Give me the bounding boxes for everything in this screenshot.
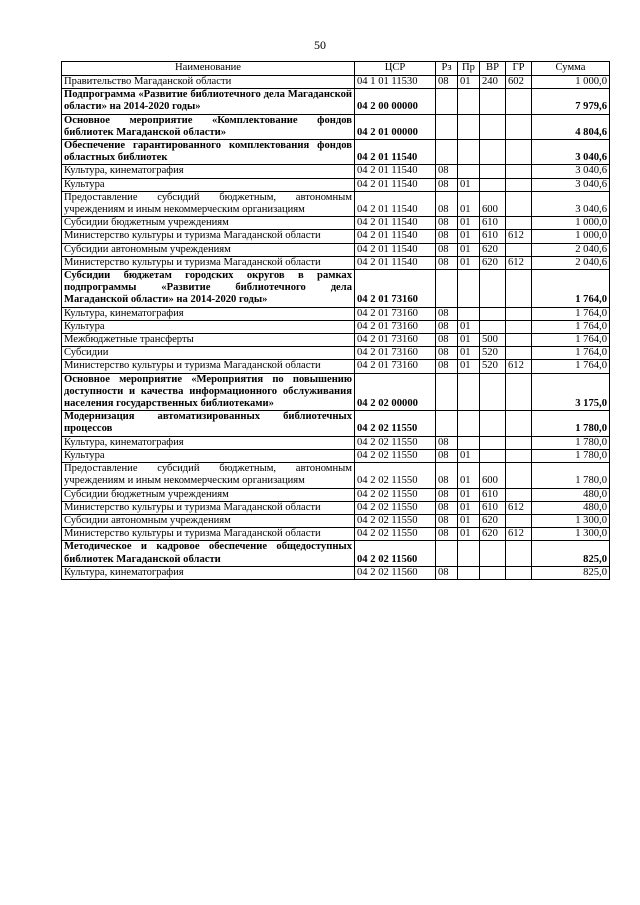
cell-sum: 1 300,0 — [532, 528, 610, 541]
cell-name: Культура, кинематография — [62, 566, 355, 579]
header-gr: ГР — [506, 62, 532, 76]
cell-pr — [458, 165, 480, 178]
cell-rz: 08 — [436, 191, 458, 216]
cell-sum: 1 780,0 — [532, 463, 610, 488]
table-row — [62, 165, 610, 178]
cell-gr — [506, 347, 532, 360]
cell-name: Министерство культуры и туризма Магаданской области — [62, 528, 355, 541]
cell-pr: 01 — [458, 230, 480, 243]
cell-pr: 01 — [458, 256, 480, 269]
cell-gr — [506, 541, 532, 566]
cell-csr: 04 2 02 11560 — [355, 541, 436, 566]
cell-rz — [436, 373, 458, 411]
table-row — [62, 307, 610, 320]
cell-gr: 612 — [506, 501, 532, 514]
table-row — [62, 230, 610, 243]
cell-sum: 3 175,0 — [532, 373, 610, 411]
cell-sum: 3 040,6 — [532, 178, 610, 191]
cell-vr — [480, 165, 506, 178]
cell-gr — [506, 566, 532, 579]
cell-pr — [458, 373, 480, 411]
cell-gr — [506, 411, 532, 436]
cell-csr: 04 2 01 11540 — [355, 243, 436, 256]
cell-pr — [458, 140, 480, 165]
cell-gr — [506, 178, 532, 191]
header-rz: Рз — [436, 62, 458, 76]
cell-vr — [480, 270, 506, 308]
cell-pr: 01 — [458, 243, 480, 256]
table-row — [62, 488, 610, 501]
cell-csr: 04 2 02 11560 — [355, 566, 436, 579]
cell-name: Субсидии автономным учреждениям — [62, 514, 355, 527]
cell-pr: 01 — [458, 488, 480, 501]
cell-rz: 08 — [436, 449, 458, 462]
cell-sum: 1 764,0 — [532, 334, 610, 347]
cell-gr: 612 — [506, 360, 532, 373]
cell-pr — [458, 411, 480, 436]
cell-csr: 04 2 01 73160 — [355, 320, 436, 333]
cell-vr — [480, 114, 506, 139]
cell-rz — [436, 114, 458, 139]
table-row — [62, 76, 610, 89]
cell-sum: 7 979,6 — [532, 89, 610, 114]
cell-vr: 620 — [480, 514, 506, 527]
cell-name: Правительство Магаданской области — [62, 76, 355, 89]
cell-pr: 01 — [458, 449, 480, 462]
cell-rz: 08 — [436, 217, 458, 230]
cell-pr: 01 — [458, 528, 480, 541]
cell-pr: 01 — [458, 347, 480, 360]
cell-csr: 04 2 02 11550 — [355, 501, 436, 514]
table-row — [62, 463, 610, 488]
cell-gr — [506, 243, 532, 256]
cell-gr: 602 — [506, 76, 532, 89]
cell-sum: 1 780,0 — [532, 449, 610, 462]
cell-sum: 480,0 — [532, 501, 610, 514]
cell-csr: 04 2 02 11550 — [355, 411, 436, 436]
cell-csr: 04 2 02 00000 — [355, 373, 436, 411]
cell-name: Министерство культуры и туризма Магаданской области — [62, 230, 355, 243]
cell-vr — [480, 449, 506, 462]
cell-rz: 08 — [436, 178, 458, 191]
cell-vr: 610 — [480, 217, 506, 230]
cell-vr: 620 — [480, 256, 506, 269]
cell-name: Министерство культуры и туризма Магаданской области — [62, 360, 355, 373]
cell-csr: 04 2 01 11540 — [355, 256, 436, 269]
cell-pr — [458, 566, 480, 579]
cell-vr — [480, 411, 506, 436]
cell-rz: 08 — [436, 514, 458, 527]
cell-vr: 600 — [480, 191, 506, 216]
cell-rz: 08 — [436, 528, 458, 541]
cell-pr: 01 — [458, 463, 480, 488]
cell-name: Предоставление субсидий бюджетным, автономным учреждениям и иным некоммерческим организациям — [62, 191, 355, 216]
cell-csr: 04 2 01 11540 — [355, 165, 436, 178]
table-row — [62, 217, 610, 230]
cell-gr — [506, 89, 532, 114]
table-row — [62, 449, 610, 462]
cell-csr: 04 2 02 11550 — [355, 488, 436, 501]
cell-rz — [436, 140, 458, 165]
cell-gr — [506, 140, 532, 165]
cell-vr — [480, 178, 506, 191]
cell-name: Культура, кинематография — [62, 436, 355, 449]
table-row — [62, 411, 610, 436]
cell-pr: 01 — [458, 501, 480, 514]
cell-vr: 620 — [480, 243, 506, 256]
cell-rz: 08 — [436, 76, 458, 89]
cell-rz: 08 — [436, 360, 458, 373]
cell-csr: 04 2 01 73160 — [355, 347, 436, 360]
cell-gr — [506, 373, 532, 411]
cell-csr: 04 2 01 00000 — [355, 114, 436, 139]
cell-gr: 612 — [506, 256, 532, 269]
cell-pr — [458, 541, 480, 566]
cell-gr — [506, 191, 532, 216]
cell-vr: 500 — [480, 334, 506, 347]
cell-rz: 08 — [436, 463, 458, 488]
cell-name: Субсидии бюджетным учреждениям — [62, 217, 355, 230]
cell-rz: 08 — [436, 347, 458, 360]
cell-pr: 01 — [458, 76, 480, 89]
cell-gr — [506, 449, 532, 462]
cell-vr: 610 — [480, 230, 506, 243]
cell-rz — [436, 270, 458, 308]
cell-csr: 04 2 01 11540 — [355, 217, 436, 230]
header-csr: ЦСР — [355, 62, 436, 76]
cell-gr — [506, 217, 532, 230]
cell-pr — [458, 436, 480, 449]
header-pr: Пр — [458, 62, 480, 76]
cell-gr — [506, 307, 532, 320]
cell-sum: 1 000,0 — [532, 230, 610, 243]
cell-rz: 08 — [436, 307, 458, 320]
cell-sum: 3 040,6 — [532, 191, 610, 216]
table-header-row — [62, 62, 610, 76]
cell-name: Субсидии бюджетным учреждениям — [62, 488, 355, 501]
cell-rz: 08 — [436, 436, 458, 449]
cell-rz: 08 — [436, 334, 458, 347]
cell-vr — [480, 436, 506, 449]
cell-sum: 1 764,0 — [532, 347, 610, 360]
table-row — [62, 566, 610, 579]
cell-gr: 612 — [506, 230, 532, 243]
cell-csr: 04 1 01 11530 — [355, 76, 436, 89]
cell-sum: 1 764,0 — [532, 307, 610, 320]
table-row — [62, 140, 610, 165]
cell-name: Культура, кинематография — [62, 165, 355, 178]
cell-csr: 04 2 01 11540 — [355, 178, 436, 191]
table-row — [62, 373, 610, 411]
cell-name: Подпрограмма «Развитие библиотечного дела Магаданской области» на 2014-2020 годы» — [62, 89, 355, 114]
cell-name: Культура, кинематография — [62, 307, 355, 320]
cell-vr: 610 — [480, 501, 506, 514]
cell-sum: 1 764,0 — [532, 320, 610, 333]
cell-pr: 01 — [458, 360, 480, 373]
cell-csr: 04 2 01 73160 — [355, 270, 436, 308]
table-row — [62, 256, 610, 269]
table-row — [62, 178, 610, 191]
cell-sum: 1 764,0 — [532, 270, 610, 308]
cell-gr — [506, 320, 532, 333]
cell-vr: 620 — [480, 528, 506, 541]
cell-rz: 08 — [436, 320, 458, 333]
cell-rz: 08 — [436, 488, 458, 501]
table-row — [62, 514, 610, 527]
cell-name: Предоставление субсидий бюджетным, автономным учреждениям и иным некоммерческим организациям — [62, 463, 355, 488]
table-row — [62, 541, 610, 566]
cell-gr — [506, 114, 532, 139]
cell-pr — [458, 307, 480, 320]
cell-rz — [436, 541, 458, 566]
cell-name: Субсидии автономным учреждениям — [62, 243, 355, 256]
cell-name: Модернизация автоматизированных библиотечных процессов — [62, 411, 355, 436]
cell-vr: 240 — [480, 76, 506, 89]
table-row — [62, 360, 610, 373]
cell-vr: 520 — [480, 360, 506, 373]
table-row — [62, 528, 610, 541]
header-sum: Сумма — [532, 62, 610, 76]
cell-name: Субсидии — [62, 347, 355, 360]
cell-csr: 04 2 01 73160 — [355, 307, 436, 320]
cell-csr: 04 2 02 11550 — [355, 514, 436, 527]
cell-gr: 612 — [506, 528, 532, 541]
cell-sum: 2 040,6 — [532, 256, 610, 269]
cell-vr — [480, 140, 506, 165]
cell-vr — [480, 566, 506, 579]
cell-sum: 480,0 — [532, 488, 610, 501]
cell-sum: 2 040,6 — [532, 243, 610, 256]
cell-sum: 4 804,6 — [532, 114, 610, 139]
cell-vr — [480, 89, 506, 114]
cell-rz: 08 — [436, 243, 458, 256]
cell-pr — [458, 270, 480, 308]
cell-pr: 01 — [458, 191, 480, 216]
cell-sum: 1 000,0 — [532, 76, 610, 89]
cell-sum: 1 300,0 — [532, 514, 610, 527]
page-number: 50 — [314, 38, 326, 52]
cell-gr — [506, 436, 532, 449]
cell-name: Культура — [62, 320, 355, 333]
cell-name: Методическое и кадровое обеспечение общедоступных библиотек Магаданской области — [62, 541, 355, 566]
table-row — [62, 191, 610, 216]
cell-gr — [506, 334, 532, 347]
cell-gr — [506, 165, 532, 178]
cell-rz: 08 — [436, 230, 458, 243]
cell-pr: 01 — [458, 514, 480, 527]
cell-rz — [436, 411, 458, 436]
cell-name: Основное мероприятие «Мероприятия по повышению доступности и качества информационного обслуживания населения государственных библиотеками» — [62, 373, 355, 411]
cell-rz: 08 — [436, 501, 458, 514]
table-row — [62, 347, 610, 360]
cell-name: Министерство культуры и туризма Магаданской области — [62, 256, 355, 269]
cell-csr: 04 2 01 73160 — [355, 334, 436, 347]
cell-sum: 1 780,0 — [532, 411, 610, 436]
cell-sum: 825,0 — [532, 566, 610, 579]
header-vr: ВР — [480, 62, 506, 76]
cell-rz: 08 — [436, 256, 458, 269]
cell-pr: 01 — [458, 334, 480, 347]
cell-vr: 600 — [480, 463, 506, 488]
cell-vr — [480, 541, 506, 566]
cell-name: Министерство культуры и туризма Магаданской области — [62, 501, 355, 514]
cell-gr — [506, 270, 532, 308]
header-name: Наименование — [62, 62, 355, 76]
cell-csr: 04 2 02 11550 — [355, 449, 436, 462]
cell-sum: 1 000,0 — [532, 217, 610, 230]
cell-csr: 04 2 01 73160 — [355, 360, 436, 373]
cell-csr: 04 2 02 11550 — [355, 436, 436, 449]
table-row — [62, 89, 610, 114]
table-row — [62, 114, 610, 139]
table-row — [62, 243, 610, 256]
cell-pr: 01 — [458, 320, 480, 333]
cell-sum: 1 780,0 — [532, 436, 610, 449]
cell-vr: 610 — [480, 488, 506, 501]
cell-sum: 1 764,0 — [532, 360, 610, 373]
table-row — [62, 436, 610, 449]
cell-vr: 520 — [480, 347, 506, 360]
cell-csr: 04 2 00 00000 — [355, 89, 436, 114]
cell-gr — [506, 463, 532, 488]
cell-sum: 3 040,6 — [532, 165, 610, 178]
cell-pr — [458, 114, 480, 139]
cell-vr — [480, 307, 506, 320]
cell-pr — [458, 89, 480, 114]
cell-rz — [436, 89, 458, 114]
cell-csr: 04 2 02 11550 — [355, 528, 436, 541]
cell-name: Межбюджетные трансферты — [62, 334, 355, 347]
cell-gr — [506, 488, 532, 501]
cell-name: Основное мероприятие «Комплектование фондов библиотек Магаданской области» — [62, 114, 355, 139]
table-row — [62, 334, 610, 347]
cell-csr: 04 2 01 11540 — [355, 230, 436, 243]
cell-name: Культура — [62, 449, 355, 462]
cell-vr — [480, 320, 506, 333]
table-row — [62, 270, 610, 308]
cell-csr: 04 2 01 11540 — [355, 191, 436, 216]
cell-name: Обеспечение гарантированного комплектования фондов областных библиотек — [62, 140, 355, 165]
cell-gr — [506, 514, 532, 527]
cell-sum: 825,0 — [532, 541, 610, 566]
cell-pr: 01 — [458, 217, 480, 230]
cell-csr: 04 2 02 11550 — [355, 463, 436, 488]
cell-sum: 3 040,6 — [532, 140, 610, 165]
cell-pr: 01 — [458, 178, 480, 191]
cell-name: Культура — [62, 178, 355, 191]
cell-rz: 08 — [436, 566, 458, 579]
cell-csr: 04 2 01 11540 — [355, 140, 436, 165]
budget-table — [61, 61, 610, 580]
table-row — [62, 320, 610, 333]
cell-rz: 08 — [436, 165, 458, 178]
cell-name: Субсидии бюджетам городских округов в рамках подпрограммы «Развитие библиотечного дела Магаданской области» на 2014-2020 годы» — [62, 270, 355, 308]
table-row — [62, 501, 610, 514]
cell-vr — [480, 373, 506, 411]
